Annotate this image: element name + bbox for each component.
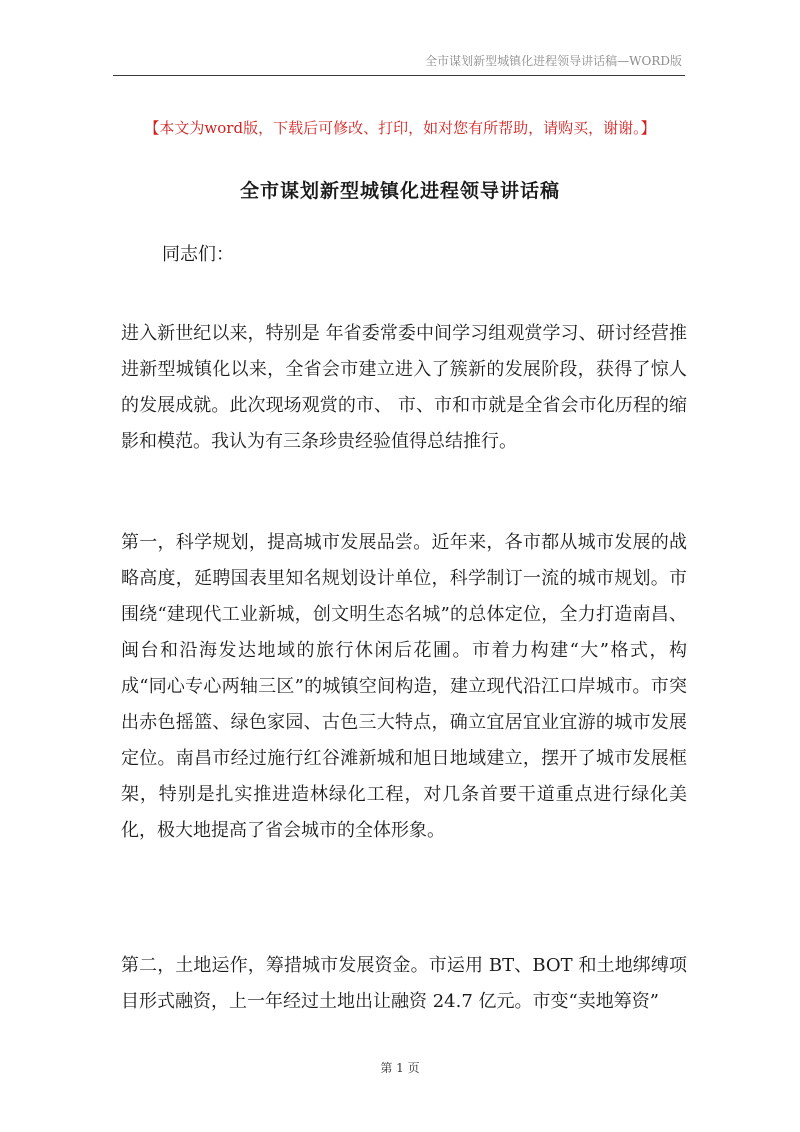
salutation: 同志们： [162,244,234,265]
body-paragraph-1: 进入新世纪以来，特别是 年省委常委中间学习组观赏学习、研讨经营推进新型城镇化以来，全省会市建立进入了簇新的发展阶段，获得了惊人的发展成就。此次现场观赏的市、 市、市和市就是全省会市化历程的缩影和模范。我认为有三条珍贵经验值得总结推行。 [121,323,687,452]
document-title: 全市谋划新型城镇化进程领导讲话稿 [239,180,560,202]
header-divider [113,75,685,76]
purchase-notice: 【本文为word版，下载后可修改、打印，如对您有所帮助，请购买，谢谢。】 [144,119,656,137]
body-paragraph-2: 第一，科学规划，提高城市发展品尝。近年来，各市都从城市发展的战略高度，延聘国表里知名规划设计单位，科学制订一流的城市规划。市围绕“建现代工业新城，创文明生态名城”的总体定位，全力打造南昌、闽台和沿海发达地域的旅行休闲后花圃。市着力构建“大”格式，构成“同心专心两轴三区”的城镇空间构造，建立现代沿江口岸城市。市突出赤色摇篮、绿色家园、古色三大特点，确立宜居宜业宜游的城市发展定位。南昌市经过施行红谷滩新城和旭日地域建立，摆开了城市发展框架，特别是扎实推进造林绿化工程，对几条首要干道重点进行绿化美化，极大地提高了省会城市的全体形象。 [121,532,687,841]
page-number: 第 1 页 [380,1061,420,1075]
body-paragraph-3: 第二，土地运作，筹措城市发展资金。市运用 BT、BOT 和土地绑缚项目形式融资，上一年经过土地出让融资 24.7 亿元。市变“卖地筹资” [121,955,687,1012]
running-header: 全市谋划新型城镇化进程领导讲话稿—WORD版 [425,54,682,68]
